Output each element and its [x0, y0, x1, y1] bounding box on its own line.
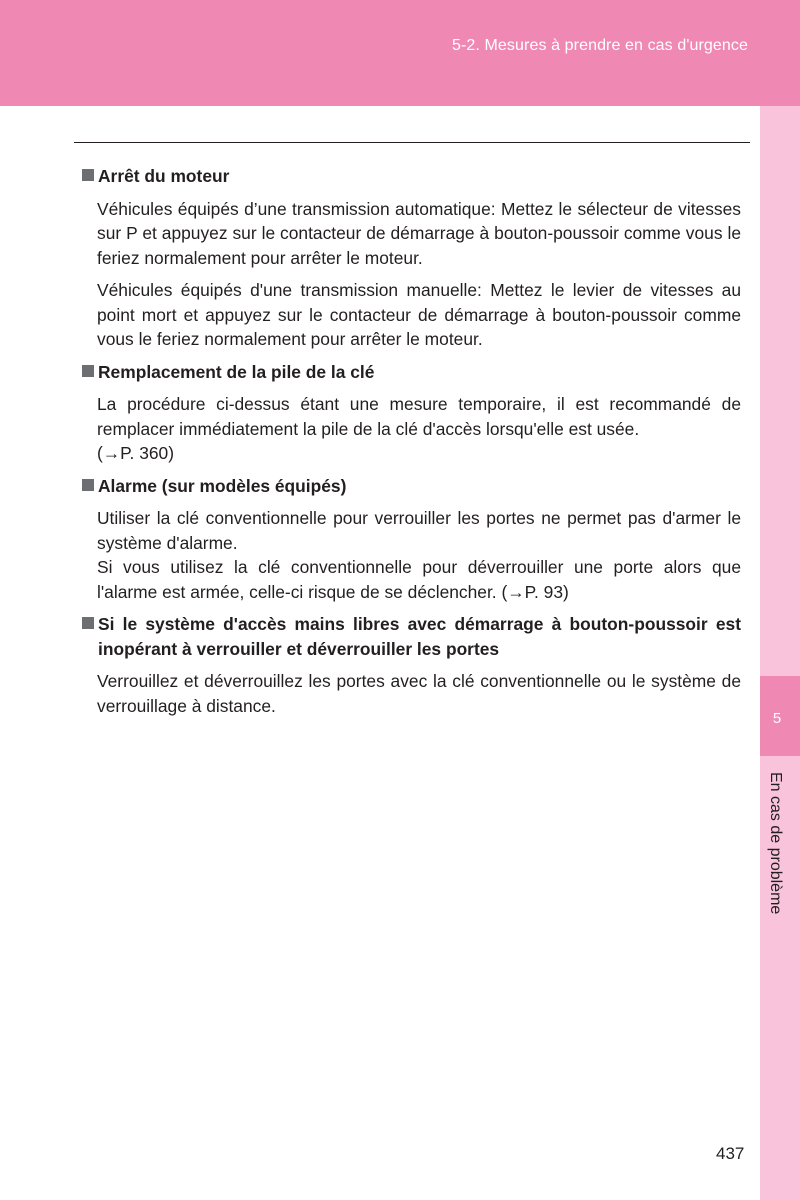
section-title: Arrêt du moteur	[80, 164, 741, 189]
square-bullet-icon	[82, 169, 94, 181]
square-bullet-icon	[82, 617, 94, 629]
square-bullet-icon	[82, 365, 94, 377]
section-title: Alarme (sur modèles équipés)	[80, 474, 741, 499]
square-bullet-icon	[82, 479, 94, 491]
side-tab	[760, 106, 800, 1200]
section-title: Si le système d'accès mains libres avec démarrage à bouton-poussoir est inopérant à verrouiller et déverrouiller les portes	[80, 612, 741, 661]
paragraph-text: La procédure ci-dessus étant une mesure temporaire, il est recommandé de remplacer immédiatement la pile de la clé d'accès lorsqu'elle est usée.	[97, 394, 741, 439]
paragraph: Véhicules équipés d’une transmission automatique: Mettez le sélecteur de vitesses sur P et appuyez sur le contacteur de démarrage à bouton-poussoir comme vous le feriez normalement pour arrêter le moteur.	[97, 198, 741, 268]
paragraph-text: Si vous utilisez la clé conventionnelle pour déverrouiller une porte alors que l'alarme est armée, celle-ci risque de se déclencher. (→P. 93)	[97, 557, 741, 602]
paragraph: Véhicules équipés d'une transmission manuelle: Mettez le levier de vitesses au point mort et appuyez sur le contacteur de démarrage à bouton-poussoir comme vous le feriez normalement pour arrêter le moteur.	[97, 280, 741, 349]
page-number: 437	[716, 1144, 745, 1163]
chapter-label: En cas de problème	[767, 772, 784, 915]
paragraph-text: Utiliser la clé conventionnelle pour verrouiller les portes ne permet pas d'armer le système d'alarme.	[97, 508, 741, 553]
chapter-number: 5	[772, 710, 782, 727]
header-title: 5-2. Mesures à prendre en cas d'urgence	[451, 37, 748, 54]
page-reference: (→P. 360)	[97, 443, 175, 463]
chapter-tab	[760, 676, 800, 756]
page-content	[80, 164, 741, 718]
paragraph	[97, 392, 741, 466]
paragraph	[97, 506, 741, 604]
header-rule	[74, 142, 750, 143]
section-title: Remplacement de la pile de la clé	[80, 360, 741, 385]
paragraph: Verrouillez et déverrouillez les portes avec la clé conventionnelle ou le système de verrouillage à distance.	[97, 671, 741, 716]
page-header	[0, 0, 800, 106]
